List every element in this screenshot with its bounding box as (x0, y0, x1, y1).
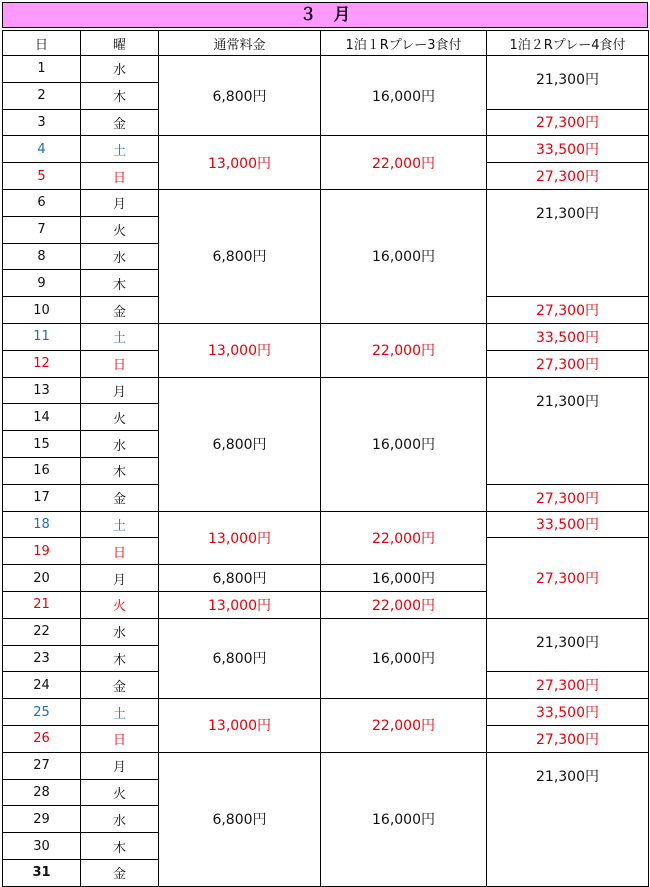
weekday-cell: 木 (81, 270, 159, 297)
plan-1r-rate-cell: 16,000円 (321, 618, 487, 698)
plan-2r-rate-cell: 21,300円 (487, 189, 649, 296)
plan-2r-rate-cell: 27,300円 (487, 109, 649, 136)
weekday-cell: 水 (81, 431, 159, 458)
plan-1r-rate-cell: 22,000円 (321, 591, 487, 618)
plan-2r-rate-cell: 33,500円 (487, 511, 649, 538)
regular-rate-cell: 13,000円 (159, 136, 321, 190)
weekday-cell: 水 (81, 243, 159, 270)
weekday-cell: 土 (81, 323, 159, 350)
day-cell: 30 (3, 833, 81, 860)
header-plan-2r: 1泊２Rプレー4食付 (487, 31, 649, 56)
weekday-cell: 水 (81, 618, 159, 645)
day-cell: 27 (3, 752, 81, 779)
plan-1r-rate-cell: 22,000円 (321, 699, 487, 753)
day-cell: 20 (3, 565, 81, 592)
regular-rate-cell: 6,800円 (159, 618, 321, 698)
table-body (3, 56, 649, 887)
plan-2r-rate-cell: 27,300円 (487, 350, 649, 377)
table-row (3, 377, 649, 404)
plan-1r-rate-cell: 22,000円 (321, 323, 487, 377)
plan-2r-rate-cell: 33,500円 (487, 323, 649, 350)
month-title: ３ 月 (2, 2, 648, 28)
day-cell: 16 (3, 457, 81, 484)
table-row (3, 323, 649, 350)
day-cell: 2 (3, 82, 81, 109)
table-row (3, 56, 649, 83)
weekday-cell: 水 (81, 806, 159, 833)
plan-1r-rate-cell: 16,000円 (321, 189, 487, 323)
plan-2r-rate-cell: 33,500円 (487, 699, 649, 726)
plan-1r-rate-cell: 16,000円 (321, 56, 487, 136)
weekday-cell: 木 (81, 457, 159, 484)
regular-rate-cell: 13,000円 (159, 323, 321, 377)
table-row (3, 699, 649, 726)
day-cell: 23 (3, 645, 81, 672)
day-cell: 26 (3, 725, 81, 752)
table-row (3, 511, 649, 538)
regular-rate-cell: 13,000円 (159, 511, 321, 565)
weekday-cell: 日 (81, 350, 159, 377)
day-cell: 3 (3, 109, 81, 136)
day-cell: 19 (3, 538, 81, 565)
day-cell: 8 (3, 243, 81, 270)
day-cell: 18 (3, 511, 81, 538)
regular-rate-cell: 6,800円 (159, 752, 321, 886)
table-row (3, 189, 649, 216)
weekday-cell: 月 (81, 752, 159, 779)
weekday-cell: 金 (81, 484, 159, 511)
plan-2r-rate-cell: 27,300円 (487, 672, 649, 699)
weekday-cell: 火 (81, 404, 159, 431)
plan-1r-rate-cell: 22,000円 (321, 511, 487, 565)
day-cell: 29 (3, 806, 81, 833)
weekday-cell: 月 (81, 377, 159, 404)
day-cell: 24 (3, 672, 81, 699)
weekday-cell: 木 (81, 645, 159, 672)
regular-rate-cell: 6,800円 (159, 565, 321, 592)
regular-rate-cell: 13,000円 (159, 591, 321, 618)
plan-1r-rate-cell: 16,000円 (321, 565, 487, 592)
day-cell: 21 (3, 591, 81, 618)
regular-rate-cell: 13,000円 (159, 699, 321, 753)
day-cell: 28 (3, 779, 81, 806)
day-cell: 17 (3, 484, 81, 511)
plan-1r-rate-cell: 22,000円 (321, 136, 487, 190)
header-day: 日 (3, 31, 81, 56)
plan-2r-rate-cell: 27,300円 (487, 297, 649, 324)
header-regular-rate: 通常料金 (159, 31, 321, 56)
weekday-cell: 日 (81, 163, 159, 190)
weekday-cell: 金 (81, 297, 159, 324)
day-cell: 4 (3, 136, 81, 163)
table-row (3, 752, 649, 779)
plan-2r-rate-cell: 27,300円 (487, 538, 649, 618)
plan-1r-rate-cell: 16,000円 (321, 377, 487, 511)
plan-2r-rate-cell: 21,300円 (487, 752, 649, 886)
table-row (3, 136, 649, 163)
day-cell: 31 (3, 859, 81, 886)
weekday-cell: 火 (81, 591, 159, 618)
weekday-cell: 金 (81, 672, 159, 699)
day-cell: 6 (3, 189, 81, 216)
table-row (3, 618, 649, 645)
plan-1r-rate-cell: 16,000円 (321, 752, 487, 886)
regular-rate-cell: 6,800円 (159, 189, 321, 323)
day-cell: 7 (3, 216, 81, 243)
day-cell: 1 (3, 56, 81, 83)
weekday-cell: 月 (81, 189, 159, 216)
header-weekday: 曜 (81, 31, 159, 56)
plan-2r-rate-cell: 27,300円 (487, 484, 649, 511)
weekday-cell: 火 (81, 779, 159, 806)
day-cell: 12 (3, 350, 81, 377)
plan-2r-rate-cell: 27,300円 (487, 725, 649, 752)
weekday-cell: 木 (81, 82, 159, 109)
weekday-cell: 木 (81, 833, 159, 860)
day-cell: 11 (3, 323, 81, 350)
day-cell: 14 (3, 404, 81, 431)
day-cell: 9 (3, 270, 81, 297)
day-cell: 13 (3, 377, 81, 404)
weekday-cell: 金 (81, 859, 159, 886)
plan-2r-rate-cell: 27,300円 (487, 163, 649, 190)
table-header-row (3, 31, 649, 56)
day-cell: 5 (3, 163, 81, 190)
regular-rate-cell: 6,800円 (159, 56, 321, 136)
weekday-cell: 金 (81, 109, 159, 136)
plan-2r-rate-cell: 21,300円 (487, 618, 649, 672)
plan-2r-rate-cell: 21,300円 (487, 56, 649, 110)
weekday-cell: 日 (81, 538, 159, 565)
day-cell: 25 (3, 699, 81, 726)
day-cell: 15 (3, 431, 81, 458)
regular-rate-cell: 6,800円 (159, 377, 321, 511)
rate-table (2, 30, 649, 887)
weekday-cell: 土 (81, 699, 159, 726)
weekday-cell: 日 (81, 725, 159, 752)
day-cell: 22 (3, 618, 81, 645)
day-cell: 10 (3, 297, 81, 324)
header-plan-1r: 1泊１Rプレー3食付 (321, 31, 487, 56)
weekday-cell: 土 (81, 136, 159, 163)
weekday-cell: 水 (81, 56, 159, 83)
weekday-cell: 土 (81, 511, 159, 538)
plan-2r-rate-cell: 21,300円 (487, 377, 649, 484)
weekday-cell: 火 (81, 216, 159, 243)
plan-2r-rate-cell: 33,500円 (487, 136, 649, 163)
weekday-cell: 月 (81, 565, 159, 592)
